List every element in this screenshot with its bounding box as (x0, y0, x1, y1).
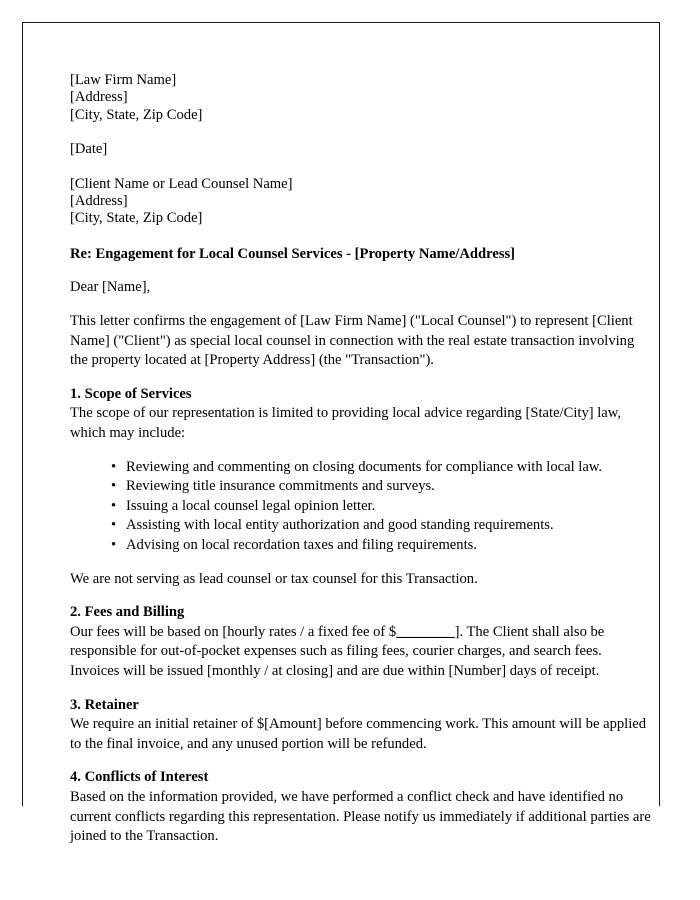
section-3-heading: 3. Retainer (70, 696, 139, 713)
spacer (70, 444, 654, 458)
spacer (70, 754, 654, 768)
spacer (70, 556, 654, 570)
section-1-closing-note: We are not serving as lead counsel or tax counsel for this Transaction. (70, 570, 478, 587)
document-page (22, 22, 660, 845)
section-2-heading: 2. Fees and Billing (70, 604, 185, 621)
letterhead-address: [Address] (70, 89, 128, 106)
letter-date: [Date] (70, 141, 108, 158)
list-item: • Reviewing and commenting on closing documents for compliance with local law. (111, 458, 654, 478)
spacer (70, 682, 654, 696)
letterhead-firm-name: [Law Firm Name] (70, 72, 177, 88)
letterhead-block (70, 72, 654, 124)
letterhead-city-state-zip: [City, State, Zip Code] (70, 106, 203, 123)
section-2-body-part-2: ]. The Client shall also be responsible for out-of-pocket expenses such as filing fees, courier charges, and search fees. Invoices will be issued [monthly / at closing] and are due within [Number] days of receipt. (70, 623, 605, 679)
recipient-city-state-zip: [City, State, Zip Code] (70, 210, 203, 227)
list-item: • Advising on local recordation taxes and filing requirements. (111, 536, 654, 556)
fee-blank-fill: ________ (396, 623, 455, 640)
recipient-name: [Client Name or Lead Counsel Name] (70, 175, 293, 192)
spacer (70, 228, 654, 245)
list-item: • Assisting with local entity authorization and good standing requirements. (111, 516, 654, 536)
scope-of-services-list (70, 458, 654, 556)
salutation: Dear [Name], (70, 279, 151, 296)
spacer (70, 298, 654, 312)
spacer (70, 124, 654, 141)
section-2-body-part-1: Our fees will be based on [hourly rates / a fixed fee of $ (70, 623, 397, 640)
spacer (70, 589, 654, 603)
recipient-block (70, 176, 654, 228)
recipient-address: [Address] (70, 193, 128, 210)
section-4-heading: 4. Conflicts of Interest (70, 769, 209, 786)
spacer (70, 159, 654, 176)
spacer (70, 264, 654, 278)
section-3-body: We require an initial retainer of $[Amount] before commencing work. This amount will be applied to the final invoice, and any unused portion will be refunded. (70, 716, 647, 752)
section-2-body (70, 623, 654, 682)
document-content (70, 72, 654, 847)
intro-paragraph: This letter confirms the engagement of [Law Firm Name] ("Local Counsel") to represent [Client Name] ("Client") as special local counsel in connection with the real estate transaction involving the property located at [Property Address] (the "Transaction"). (70, 313, 635, 369)
list-item: • Reviewing title insurance commitments and surveys. (111, 477, 654, 497)
spacer (70, 371, 654, 385)
section-4-body: Based on the information provided, we have performed a conflict check and have identified no current conflicts regarding this representation. Please notify us immediately if additional parties are joined to the Transaction. (70, 788, 651, 845)
date-block (70, 141, 654, 158)
subject-line: Re: Engagement for Local Counsel Services - [Property Name/Address] (70, 245, 516, 262)
section-1-heading: 1. Scope of Services (70, 385, 192, 402)
list-item: • Issuing a local counsel legal opinion letter. (111, 497, 654, 517)
section-1-body: The scope of our representation is limited to providing local advice regarding [State/City] law, which may include: (70, 405, 622, 441)
